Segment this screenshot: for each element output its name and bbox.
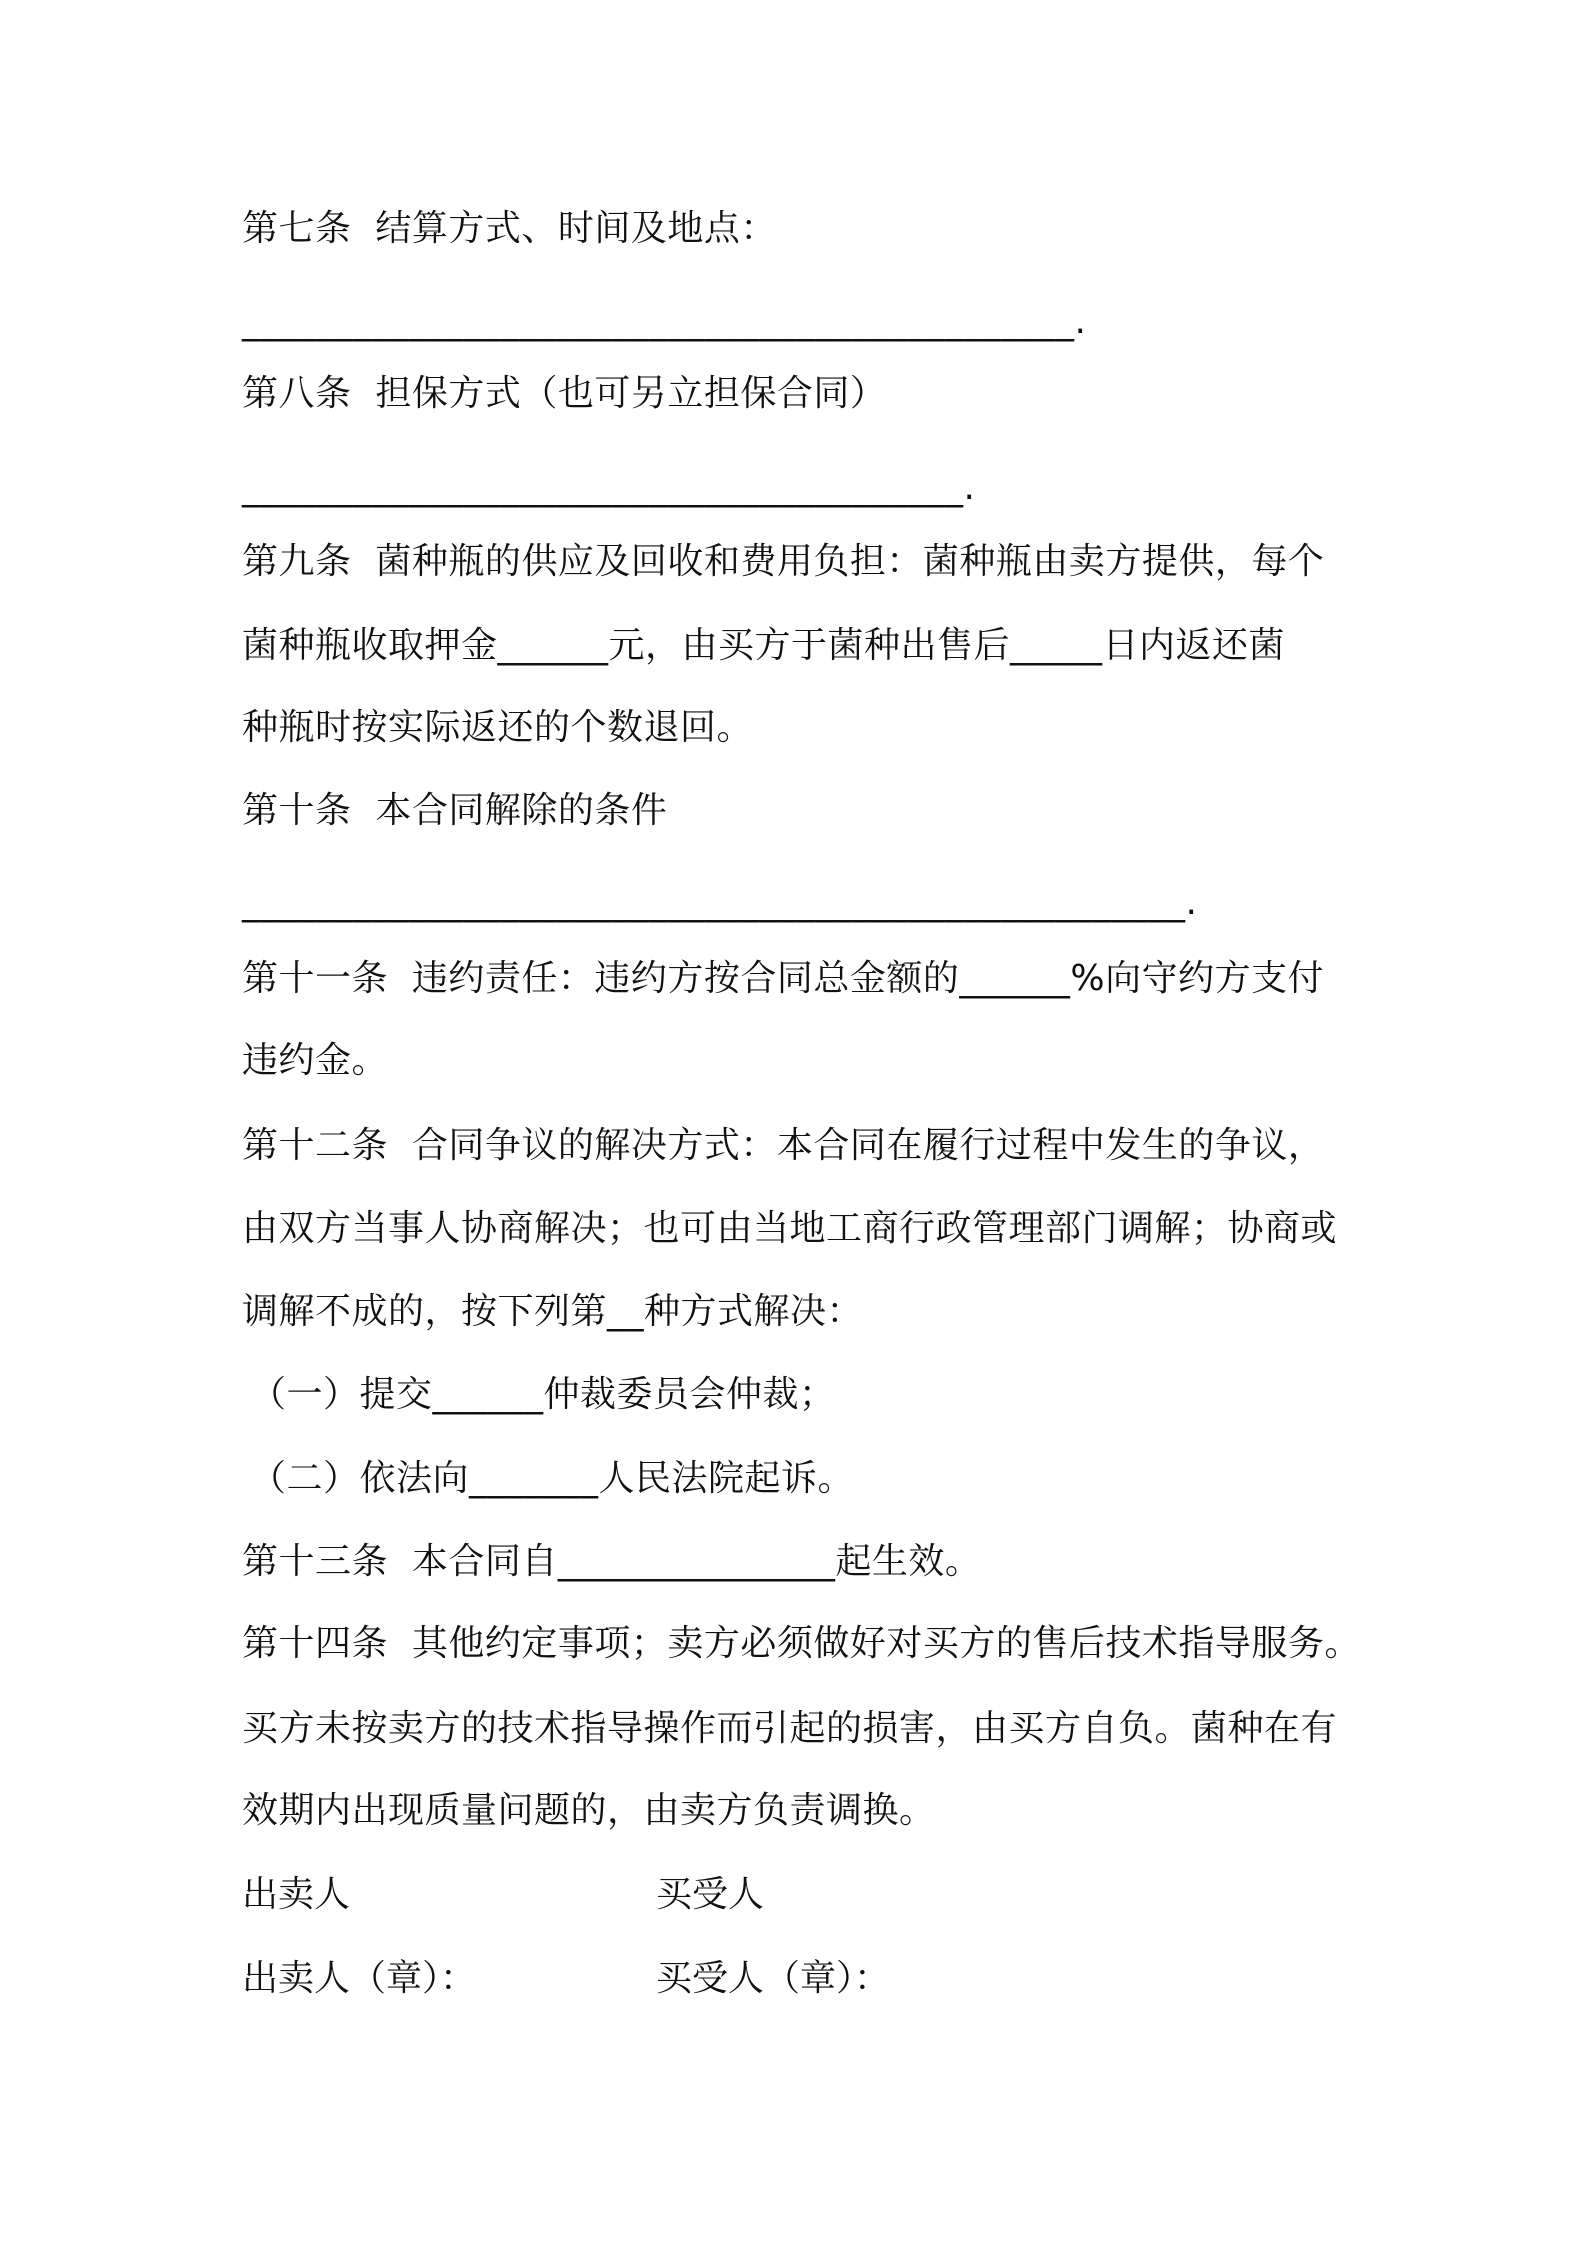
article-13: 第十三条 本合同自_______________起生效。 (242, 1541, 982, 1582)
article-12-line-2: 由双方当事人协商解决；也可由当地工商行政管理部门调解；协商或 (242, 1208, 1338, 1249)
seller-seal-label: 出卖人（章）： (242, 1958, 477, 1999)
article-14-line-1: 第十四条 其他约定事项；卖方必须做好对买方的售后技术指导服务。 (242, 1623, 1361, 1664)
article-9-line-1: 第九条 菌种瓶的供应及回收和费用负担：菌种瓶由卖方提供，每个 (242, 541, 1325, 582)
article-10-blank-line: ___________________________________________________. (242, 882, 1198, 923)
article-9-line-3: 种瓶时按实际返还的个数退回。 (242, 707, 754, 748)
article-12-line-3: 调解不成的，按下列第__种方式解决： (242, 1291, 864, 1332)
article-12-option-2: （二）依法向_______人民法院起诉。 (250, 1458, 855, 1499)
article-7-heading: 第七条 结算方式、时间及地点： (242, 208, 777, 249)
article-10-heading: 第十条 本合同解除的条件 (242, 790, 668, 831)
seller-label: 出卖人 (242, 1874, 351, 1915)
buyer-seal-label: 买受人（章）： (656, 1958, 891, 1999)
article-11-line-2: 违约金。 (242, 1040, 389, 1081)
article-8-heading: 第八条 担保方式（也可另立担保合同） (242, 373, 887, 414)
article-14-line-2: 买方未按卖方的技术指导操作而引起的损害，由买方自负。菌种在有 (242, 1708, 1338, 1749)
article-11-line-1: 第十一条 违约责任：违约方按合同总金额的______%向守约方支付 (242, 958, 1325, 999)
article-12-option-1: （一）提交______仲裁委员会仲裁； (250, 1374, 836, 1415)
article-14-line-3: 效期内出现质量问题的，由卖方负责调换。 (242, 1790, 936, 1831)
article-8-blank-line: _______________________________________. (242, 467, 976, 508)
buyer-label: 买受人 (656, 1874, 765, 1915)
article-9-line-2: 菌种瓶收取押金______元，由买方于菌种出售后_____日内返还菌 (242, 625, 1286, 666)
article-12-line-1: 第十二条 合同争议的解决方式：本合同在履行过程中发生的争议， (242, 1125, 1325, 1166)
article-7-blank-line: _____________________________________________. (242, 301, 1087, 342)
